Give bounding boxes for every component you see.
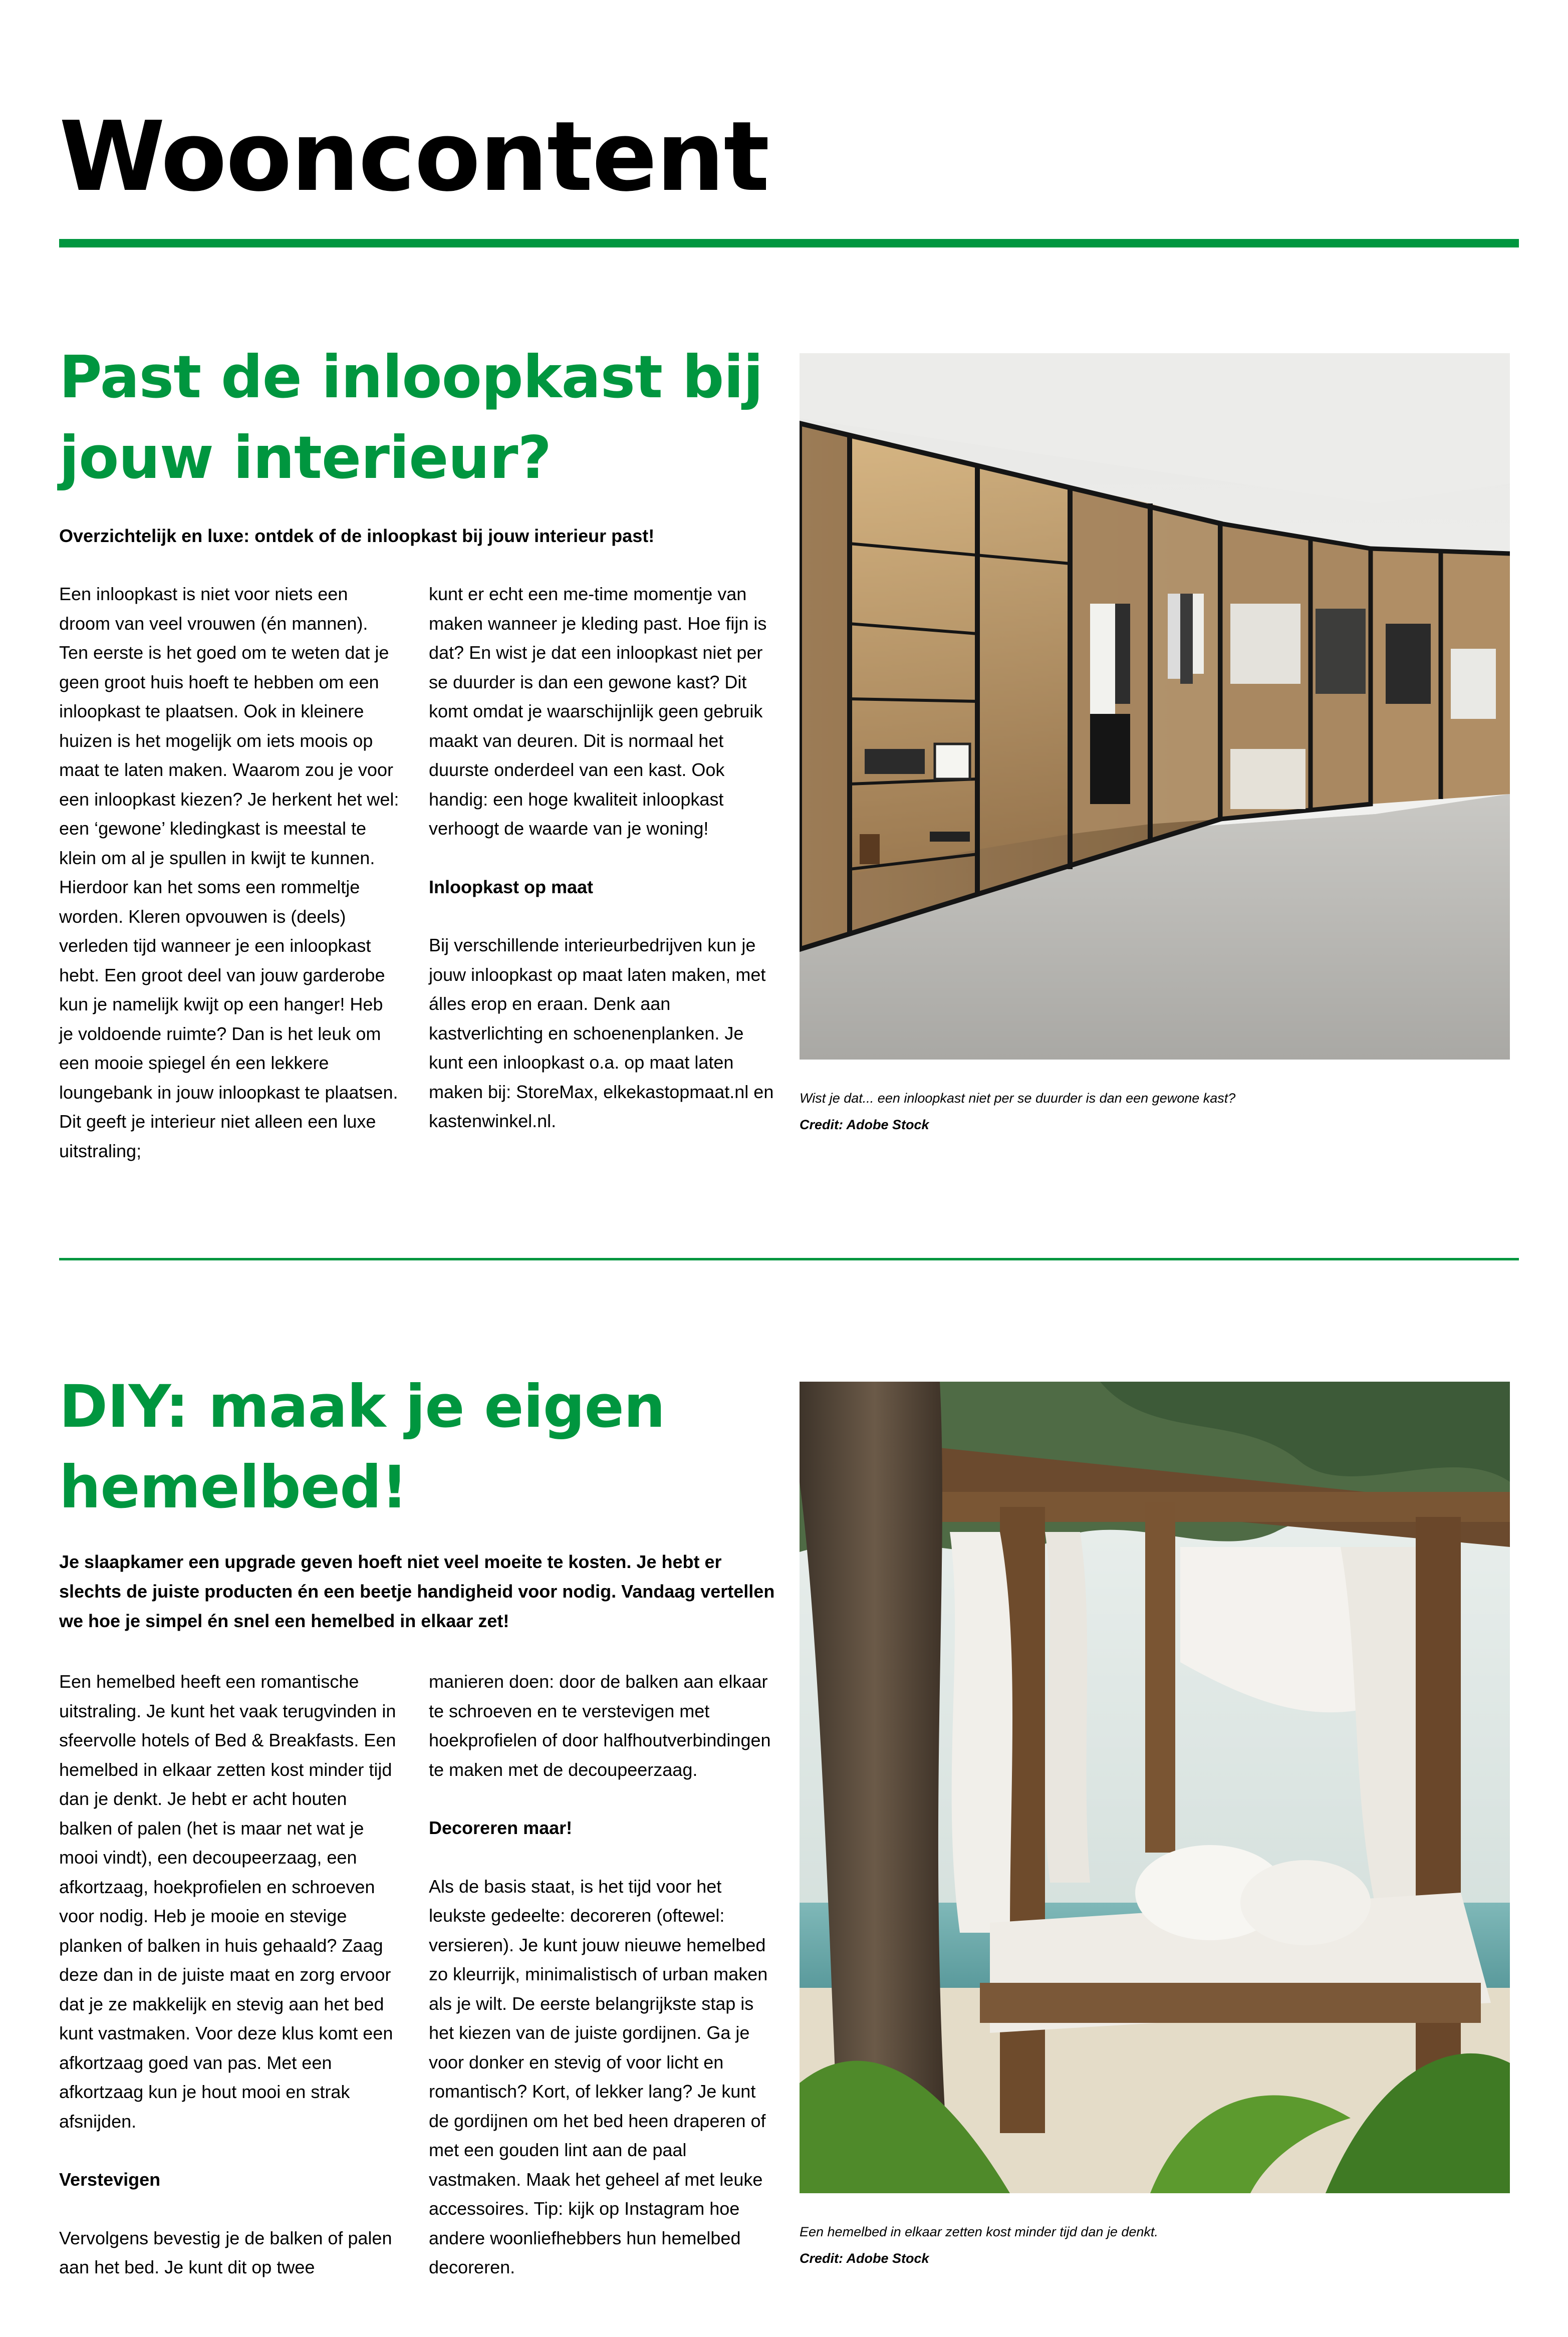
canopy-bed-photo: [800, 1382, 1510, 2193]
masthead-divider: [59, 239, 1519, 247]
article-1-column-2: [429, 580, 774, 1165]
article-2-paragraph: Vervolgens bevestig je de balken of palen aan het bed. Je kunt dit op twee: [59, 2227, 392, 2277]
article-2-lead: Je slaapkamer een upgrade geven hoeft niet veel moeite te kosten. Je hebt er slechts de juiste producten én een beetje handigheid voor nodig. Vandaag vertellen we hoe je simpel én snel een hemelbed in elkaar zet!: [59, 1551, 775, 1631]
article-1-paragraph: Een inloopkast is niet voor niets een droom van veel vrouwen (én mannen). Ten eerste is het goed om te weten dat je geen groot huis hoeft te hebben om een inloopkast te plaatsen. Ook in kleinere huizen is het mogelijk om iets moois op maat te laten maken. Waarom zou je voor een inloopkast kiezen? Je herkent het wel: een ‘gewone’ kledingkast is meestal te klein om al je spullen in kwijt te kunnen. Hierdoor kan het soms een rommeltje worden. Kleren opvouwen is (deels) verleden tijd wanneer je een inloopkast hebt. Een groot deel van jouw garderobe kun je namelijk kwijt op een hanger! Heb je voldoende ruimte? Dan is het leuk om een mooie spiegel én een lekkere loungebank in jouw inloopkast te plaatsen. Dit geeft je interieur niet alleen een luxe uitstraling;: [59, 584, 399, 1161]
article-divider: [59, 1258, 1519, 1260]
article-2-headline: DIY: maak je eigen hemelbed!: [59, 1372, 665, 1521]
article-2-credit: Credit: Adobe Stock: [800, 2251, 929, 2266]
walk-in-closet-photo: [800, 353, 1510, 1060]
article-2-subheading: Verstevigen: [59, 2169, 161, 2190]
article-1-credit: Credit: Adobe Stock: [800, 1117, 929, 1132]
article-2-paragraph: manieren doen: door de balken aan elkaar te schroeven en te verstevigen met hoekprofielen of door halfhoutverbindingen te maken met de decoupeerzaag.: [429, 1671, 771, 1780]
article-2-caption: Een hemelbed in elkaar zetten kost minder tijd dan je denkt.: [800, 2224, 1158, 2239]
article-2-column-1: [59, 1667, 400, 2311]
article-1-paragraph: Bij verschillende interieurbedrijven kun je jouw inloopkast op maat laten maken, met álles erop en eraan. Denk aan kastverlichting en schoenenplanken. Je kunt een inloopkast o.a. op maat laten maken bij: StoreMax, elkekastopmaat.nl en kastenwinkel.nl.: [429, 935, 774, 1131]
article-1-lead-box: [59, 521, 801, 551]
article-2-paragraph: Een hemelbed heeft een romantische uitstraling. Je kunt het vaak terugvinden in sfeervolle hotels of Bed & Breakfasts. Een hemelbed in elkaar zetten kost minder tijd dan je denkt. Je hebt er acht houten balken of palen (het is maar net wat je mooi vindt), een decoupeerzaag, een afkortzaag, hoekprofielen en schroeven voor nodig. Heb je mooie en stevige planken of balken in huis gehaald? Zaag deze dan in de juiste maat en zorg ervoor dat je ze makkelijk en stevig aan het bed kunt vastmaken. Voor deze klus komt een afkortzaag goed van pas. Met een afkortzaag kun je hout mooi en strak afsnijden.: [59, 1671, 396, 2132]
article-1-header: [59, 337, 780, 498]
article-1-lead: Overzichtelijk en luxe: ontdek of de inloopkast bij jouw interieur past!: [59, 526, 655, 546]
article-1-column-1: [59, 580, 400, 1195]
masthead-title: Wooncontent: [59, 101, 769, 213]
article-1-headline: Past de inloopkast bij jouw interieur?: [59, 343, 763, 492]
article-1-paragraph: kunt er echt een me-time momentje van maken wanneer je kleding past. Hoe fijn is dat? En wist je dat een inloopkast niet per se duurder is dan een gewone kast? Dit komt omdat je waarschijnlijk geen gebruik maakt van deuren. Dit is normaal het duurste onderdeel van een kast. Ook handig: een hoge kwaliteit inloopkast verhoogt de waarde van je woning!: [429, 584, 767, 839]
article-2-column-2: [429, 1667, 774, 2311]
article-2-header: [59, 1366, 780, 1527]
article-2-lead-box: [59, 1547, 775, 1636]
article-2-subheading: Decoreren maar!: [429, 1817, 573, 1838]
article-1-subheading: Inloopkast op maat: [429, 876, 594, 897]
article-1-caption: Wist je dat... een inloopkast niet per se duurder is dan een gewone kast?: [800, 1091, 1236, 1106]
article-2-paragraph: Als de basis staat, is het tijd voor het leukste gedeelte: decoreren (oftewel: versieren). Je kunt jouw nieuwe hemelbed zo kleurrijk, minimalistisch of urban maken als je wilt. De eerste belangrijkste stap is het kiezen van de juiste gordijnen. Ga je voor donker en stevig of voor licht en romantisch? Kort, of lekker lang? Je kunt de gordijnen om het bed heen draperen of met een gouden lint aan de paal vastmaken. Maak het geheel af met leuke accessoires. Tip: kijk op Instagram hoe andere woonliefhebbers hun hemelbed decoreren.: [429, 1876, 768, 2277]
